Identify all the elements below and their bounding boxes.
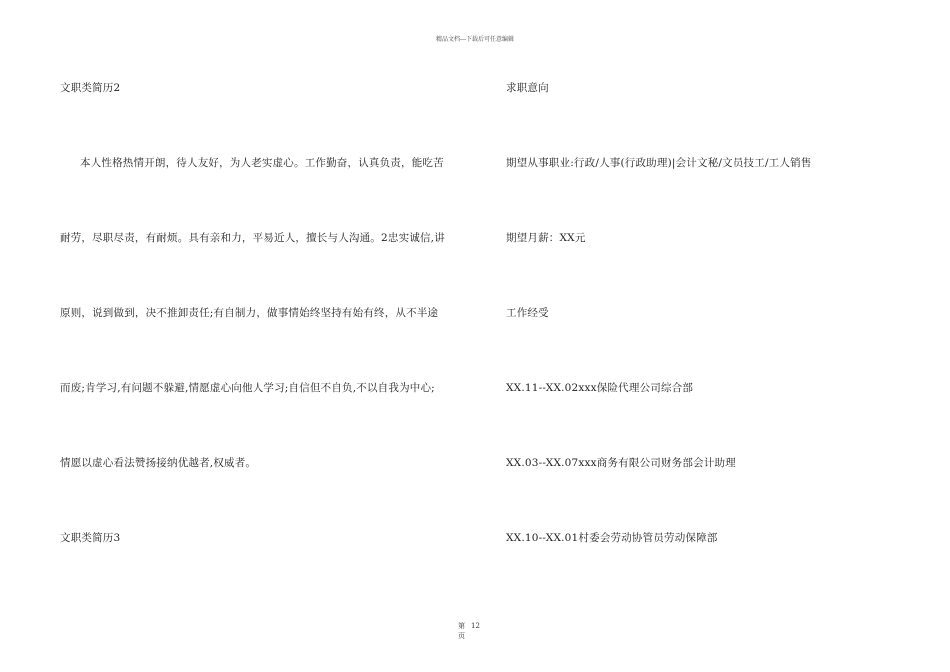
work-experience-item-3: XX.10--XX.01村委会劳动协管员劳动保障部 [506,532,718,544]
page-suffix: 页 [458,632,465,640]
work-experience-heading: 工作经受 [506,307,549,319]
desired-occupation: 期望从事职业:行政/人事(行政助理)|会计文秘/文员技工/工人销售 [506,157,812,169]
page-number: 12 [471,622,480,630]
work-experience-item-1: XX.11--XX.02xxx保险代理公司综合部 [506,382,694,394]
page-header: 精品文档---下载后可任意编辑 [435,36,515,43]
paragraph-line-5: 情愿以虚心看法赞扬接纳优越者,权威者。 [60,457,257,469]
page-footer [458,621,480,641]
paragraph-line-1: 本人性格热情开朗，待人友好，为人老实虚心。工作勤奋，认真负责，能吃苦 [80,157,444,169]
section-title-resume-2: 文职类简历2 [60,82,121,94]
desired-salary: 期望月薪：XX元 [506,232,586,244]
paragraph-line-4: 而废;肯学习,有问题不躲避,情愿虚心向他人学习;自信但不自负,不以自我为中心; [60,382,435,394]
paragraph-line-2: 耐劳，尽职尽责，有耐烦。具有亲和力，平易近人，擅长与人沟通。2忠实诚信,讲 [60,232,445,244]
paragraph-line-3: 原则，说到做到，决不推卸责任;有自制力，做事情始终坚持有始有终，从不半途 [60,307,439,319]
section-title-resume-3: 文职类简历3 [60,532,121,544]
page-prefix: 第 [458,622,465,630]
work-experience-item-2: XX.03--XX.07xxx商务有限公司财务部会计助理 [506,457,736,469]
job-intention-heading: 求职意向 [506,82,549,94]
